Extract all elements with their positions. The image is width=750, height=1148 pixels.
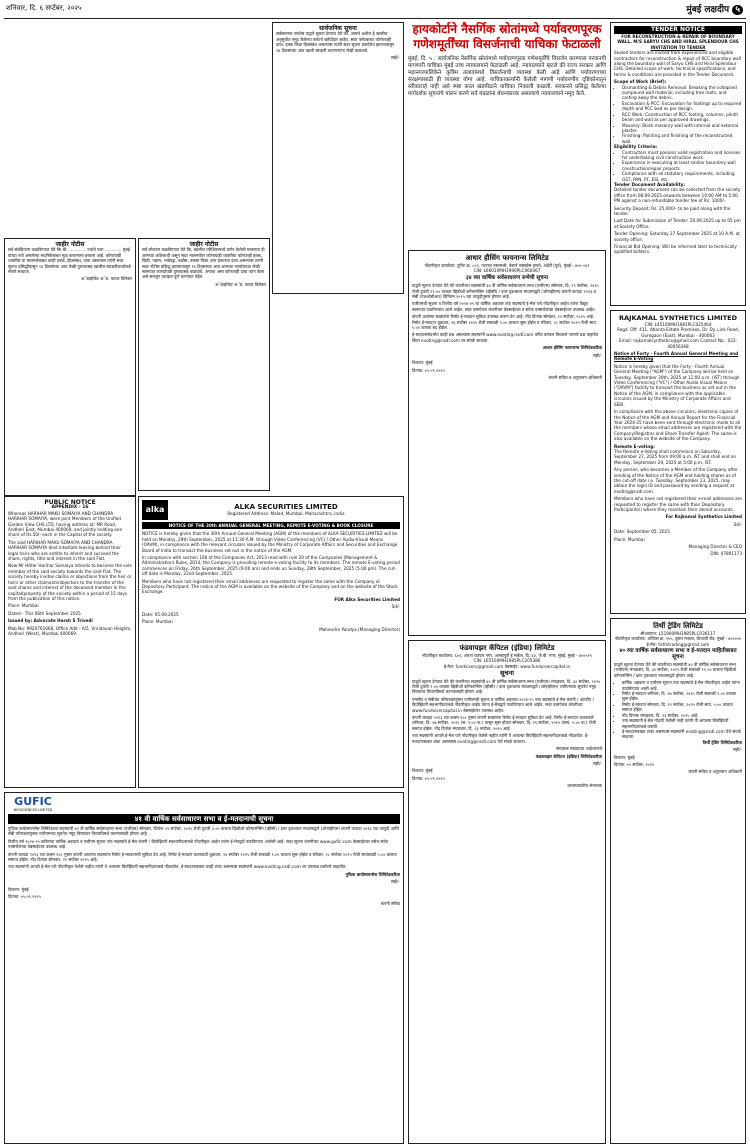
fundviser-cin: CIN: L65100MH1985PLC205386: [473, 658, 541, 664]
notice-1-body: सर्व संबंधितांना कळविण्यात येते कि श्री. ………… ज्यांचे पत्ता ………… मुंबई यांच्या नावे असलेल्या सदनिकेबाबत मूळ करारनामा हरवला आहे. कोणत्याही व्यक्तीस या मालमत्तेबाबत काही हक्क, हितसंबंध, दावा असल्यास त्यांनी सदर सूचना प्रसिद्धीपासून १४ दिवसांच्या आत लेखी पुराव्यासह खालील स्वाक्षरीकर्त्याकडे संपर्क साधावा.: [8, 247, 131, 275]
alka-body-3: Members who have not registered their email addresses are requested to register the same with the Company or Depository Participant. The notice of the AGM is available on the website of the Company and on the website of the Stock Exchange.: [142, 578, 398, 595]
tender-eligibility-item: • Compliance with all statutory requirements, including GST, PAN, PF, ESI, etc.: [622, 171, 742, 182]
rajkamal-signatory: Managing Director & CEO: [688, 544, 742, 550]
public-notice-subtitle: APPENDIX - 16: [51, 505, 89, 511]
alka-company: ALKA SECURITIES LIMITED: [234, 503, 338, 512]
notice-2: [138, 238, 270, 491]
tender-eligibility-item: • Contractors must possess valid registration and licenses for undertaking civil construction work.: [622, 150, 742, 161]
alka-body-1: NOTICE is hereby given that the 30th Annual General Meeting (AGM) of the members of ALKA SECURITIES LIMITED will be held on Monday, 29th September, 2025 at 11:30 A.M. through Video Conferencing (VC) / Other Audio-Visual Means (OAVM), in compliance with the relevant circulars issued by the Ministry of Corporate Affairs and Securities and Exchange Board of India to transact the business set out in the notice of the AGM.: [142, 531, 398, 553]
tirthi-list-item: • रिमोट ई-मतदान सोमवार, दि. २९ सप्टेंबर, २०२५ रोजी सायं. ५.०० वाजता समाप्त होईल.: [622, 702, 742, 713]
gufic-body-4: ज्या सदस्यांनी आपले ई-मेल पत्ते नोंदणीकृत केलेले नाहीत त्यांनी ते आपल्या डिपॉझिटरी सहभागीदाराकडे नोंदवावेत. ई-मतदानाबाबत काही शंका असल्यास सदस्यांनी www.evoting.nsdl.com वर उपलब्ध प्रश्नोत्तरे पाहावीत.: [8, 864, 347, 870]
gufic-notice: [4, 792, 404, 1144]
gufic-body-3: कंपनी कायदा २०१३ च्या कलम १०८ नुसार कंपनी आपल्या सदस्यांना रिमोट ई-मतदानाची सुविधा देत आहे. रिमोट ई-मतदान कालावधी शुक्रवार, २६ सप्टेंबर २०२५ रोजी सकाळी ९.०० वाजता सुरू होईल व रविवार, २८ सप्टेंबर २०२५ रोजी सायंकाळी ५.०० वाजता समाप्त होईल. नोंद दिनांक सोमवार, २२ सप्टेंबर २०२५ आहे.: [8, 851, 397, 863]
rajkamal-notice: [610, 310, 746, 614]
gufic-logo-text: GUFIC: [14, 795, 52, 808]
aadhar-place: ठिकाण: मुंबई: [412, 360, 433, 366]
notice-1-signature: अॅडव्होकेट अॅड. पाटक विलेकर: [81, 276, 132, 282]
rajkamal-email: Email: rajkamalsynthetics@gmail.com Contact No.: 022-40056368: [618, 338, 738, 349]
public-notice-address: Mob No: 9920761666, Office Add - A/5, Vrindavan Heights, Andheri (West), Mumbai 400069.: [8, 625, 132, 636]
alka-notice: [138, 496, 404, 788]
tirthi-place: ठिकाण: मुंबई: [614, 754, 635, 760]
tender-last-date: Last Date for Submission of Tender: 20.09.2025 up to 05 pm at Society Office.: [614, 218, 741, 229]
tender-scope-list: [614, 85, 742, 144]
tirthi-address: नोंदणीकृत कार्यालय: ऑफिस क्र. २०५, दुसरा मजला, शिवाजी रोड, मुंबई - ४०००२०: [614, 636, 742, 642]
tender-intro: Sealed tenders are invited from experienced and eligible contractors for reconstruction & repair of RCC boundary wall along the boundary wall of Saryu CHS and Hiral Splendour CHS. Detailed scope of work, technical specifications, and terms & conditions are provided in the Tender Document.: [614, 50, 741, 77]
page-date: शनिवार, दि. ६ सप्टेंबर, २०२५: [6, 4, 82, 12]
public-notice-title: PUBLIC NOTICE: [44, 499, 96, 506]
gufic-sign: सही/-: [390, 879, 400, 885]
fundviser-body-3: कंपनी कायदा २०१३ च्या कलम १०८ नुसार कंपनी सदस्यांना रिमोट ई-मतदान सुविधा देत आहे. रिमोट ई-मतदान कालावधी शनिवार, दि. २७ सप्टेंबर, २०२५ (स. ९.०० वा.) पासून सुरू होऊन सोमवार, दि. २९ सप्टेंबर, २०२५ (सायं. ५.०० वा.) रोजी समाप्त होईल. नोंद दिनांक मंगळवार, दि. २३ सप्टेंबर, २०२५ आहे.: [412, 715, 596, 731]
tender-opening: Tender Opening: Saturday 27 September 2025 at 10 A.M. at society office.: [614, 231, 740, 242]
tirthi-notice: [610, 618, 746, 1144]
alka-body-2: In compliance with section 108 of the Companies Act, 2013 read with rule 20 of the Companies (Management & Administration) Rules, 2014, the Company is providing remote e-voting facility to its members. The remote E-voting period commences on Friday, 26th September, 2025 (9.00 am) and ends on Sunday, 28th September, 2025 (5.00 pm). The cut-off date is Monday, 22nd September, 2025.: [142, 555, 400, 577]
main-article: [408, 22, 606, 247]
public-notice-place: Place: Mumbai: [8, 603, 39, 609]
public-notice-body-2: The said HARIHAR MAKU SOMAIYA AND CHANDRA HARIHAR SOMAIYA died intestate leaving behind their legal heirs who are entitle to inherit and succeed the share, rights, title and interest in the said Flat.: [8, 539, 121, 562]
public-notice-date: Dated - This 06th September 2025: [8, 610, 81, 616]
gufic-date: दिनांक: ०५.०९.२०२५: [8, 894, 41, 900]
notice-3-body: सर्वसामान्य जनतेस याद्वारे सूचना देण्यात येते की, आमचे अशील हे खालील अनुसूचीत नमूद केलेल्या फ्लॅटचे खरेदीदार आहेत. सदर फ्लॅटबाबत कोणाचाही दावा, हक्क किंवा हितसंबंध असल्यास त्यांनी सदर सूचना प्रकाशित झाल्यापासून १४ दिवसांच्या आत खाली स्वाक्षरी करणाऱ्यांना लेखी कळवावे.: [276, 31, 395, 53]
tirthi-list-item: • रिमोट ई-मतदान शनिवार, दि. २७ सप्टेंबर, २०२५ रोजी सकाळी ९.०० वाजता सुरू होईल.: [622, 691, 742, 702]
rajkamal-date: Date: September 05, 2025: [614, 529, 670, 535]
fundviser-for-company: फंडवायझर कॅपिटल (इंडिया) लिमिटेडकरिता: [535, 753, 602, 759]
tirthi-email: ई-मेल: tirthitrading@gmail.com: [646, 641, 710, 647]
tender-eligibility-title: Eligibility Criteria:: [614, 144, 658, 150]
public-notice-issuer: Issued by: Advocate Harsh S Trivedi: [8, 618, 93, 624]
tirthi-signatory: कंपनी सचिव व अनुपालन अधिकारी: [688, 769, 742, 775]
rajkamal-address: Regd. Off: 411, Atlanta Estate Premises, Dr. Dy. Link Road, Goregaon (East), Mumbai - 400063: [616, 327, 740, 338]
public-notice: [4, 496, 136, 788]
alka-place: Place: Mumbai: [142, 619, 173, 625]
gufic-header: [8, 796, 400, 812]
alka-header: [142, 500, 400, 520]
public-notice-body-3: Now Mr Hitter Harihar Somaiya intends to become the sole member of the said society towards the said Flat. The society hereby invites claims or objections from the heir or heirs or other claimants/objectors to the transfer of the said shares and interest of the deceased member in the capital/property of the society within a period of 15 days from the publication of this notice.: [8, 563, 132, 601]
tirthi-list-item: • वार्षिक अहवाल व एजीएम सूचना ज्या सदस्यांचे ई-मेल नोंदणीकृत आहेत त्यांना पाठविण्यात आली आहे.: [622, 680, 742, 691]
tender-doc: Detailed tender document can be collected from the society office from 08.09.2025 onwards between 10:00 AM to 5:00 PM against a non-refundable tender fee of Rs. 1000/-.: [614, 187, 741, 204]
public-notice-body-1: Whereas HARIHAR MAKU SOMAIYA AND CHANDRA HARIHAR SOMAIYA, were joint Members of the Unified Garden View CHS LTD, having address at: MR Road, Andheri East, Mumbai 400069, and jointly holding one share of Rs.50/- each in the Capital of the society.: [8, 510, 123, 538]
notice-1-title: जाहीर नोटीस: [55, 241, 85, 248]
tender-eligibility-list: [614, 150, 742, 182]
tender-doc-title: Tender Document Availability:: [614, 181, 685, 187]
notice-2-body: सर्व लोकांना कळविण्यात येते कि, खालील परिशिष्टामध्ये वर्णन केलेली मालमत्ता ही आमच्या अशिलाची असून सदर मालमत्तेवर कोणत्याही व्यक्तीचा कोणताही हक्क, विक्री, गहाण, भाडेपट्टा, बक्षीस, वारसा किंवा अन्य प्रकारचा दावा असल्यास त्यांनी सदर नोटीस प्रसिद्ध झाल्यापासून १४ दिवसांच्या आत आमच्या कार्यालयात लेखी स्वरूपात कागदोपत्री पुराव्यासह कळवावे. अन्यथा असा कोणताही दावा त्याग केला असे समजून व्यवहार पूर्ण करण्यात येईल.: [142, 247, 265, 280]
tender-invite: INVITATION TO TENDER: [650, 44, 706, 50]
alka-sign: Sd/-: [391, 604, 400, 610]
masthead: [655, 2, 743, 16]
alka-date: Date: 05.09.2025: [142, 611, 179, 617]
gufic-heading: ४१ वी वार्षिक सर्वसाधारण सभा व ई-मतदानाची सूचना: [8, 814, 400, 824]
tirthi-company: तिर्थी ट्रेडिंग लिमिटेड: [653, 622, 703, 630]
tirthi-date: दिनांक: ०५ सप्टेंबर, २०२५: [614, 761, 655, 767]
fundviser-email: ई-मेल: fundviserc@gmail.com वेबसाईट: www.fundvisercapital.in: [443, 663, 571, 669]
tender-scope-item: • Dismantling & Debris Removal: Breaking the collapsed compound wall material, including tree roots, and carting away the debris.: [622, 85, 742, 101]
fundviser-for-line: संचालक मंडळाच्या आदेशान्वये: [556, 746, 602, 752]
fundviser-body-1: याद्वारे सूचना देण्यात येते की कंपनीच्या सदस्यांची ४० वी वार्षिक सर्वसाधारण सभा (एजीएम) मंगळवार, दि. ३० सप्टेंबर, २०२५ रोजी दुपारी १.०० वाजता व्हिडीओ कॉन्फरन्सिंग (व्हीसी) / इतर दृकश्राव्य माध्यमाद्वारे (ओएव्हीएम) एजीएमच्या सूचनेत नमूद विषयांवर विचारविमर्श करण्यासाठी होणार आहे.: [412, 678, 601, 695]
fundviser-body-4: ज्या सदस्यांनी आपले ई-मेल पत्ते नोंदणीकृत केलेले नाहीत त्यांनी ते आपल्या डिपॉझिटरी सहभागीदाराकडे नोंदवावेत. ई-मतदानाबाबत शंका असल्यास evoting@nsdl.com येथे संपर्क साधावा.: [412, 733, 589, 744]
aadhar-body-1: याद्वारे सूचना देण्यात येते की कंपनीच्या सदस्यांची ३४ वी वार्षिक सर्वसाधारण सभा (एजीएम) सोमवार, दि. २९ सप्टेंबर, २०२५ रोजी दुपारी १२.०० वाजता व्हिडीओ कॉन्फरन्सिंग (व्हीसी) / इतर दृकश्राव्य माध्यमाद्वारे (ओएव्हीएम) कंपनी कायदा २०१३ व सेबी (एलओडीआर) विनियम २०१५ च्या तरतुदीनुसार होणार आहे.: [412, 283, 599, 300]
fundviser-company: फंडवायझर कॅपिटल (इंडिया) लिमिटेड: [459, 644, 555, 652]
rajkamal-company: RAJKAMAL SYNTHETICS LIMITED: [619, 314, 737, 322]
article-headline: हायकोर्टाने नैसर्गिक स्रोतांमध्ये पर्यावरणपूरक गणेशमूर्तींच्या विसर्जनाची याचिका फेटाळली: [412, 22, 602, 51]
aadhar-company: आधार हौसिंग फायनान्स लिमिटेड: [465, 254, 549, 262]
gufic-logo-sub: BIOSCIENCES LIMITED: [13, 808, 53, 812]
notice-2-title: जाहीर नोटीस: [189, 241, 219, 248]
masthead-title: मुंबई लक्षदीप: [686, 5, 730, 15]
aadhar-for-line: आधार हौसिंग फायनान्स लिमिटेडकरिता: [542, 345, 602, 351]
aadhar-body-4: ई-मतदानासंदर्भात काही प्रश्न असल्यास सदस्यांनी www.evoting.nsdl.com वरील वारंवार विचारले जाणारे प्रश्न पाहावेत किंवा evoting@nsdl.com वर संपर्क साधावा.: [412, 332, 599, 343]
fundviser-signatory: व्यवस्थापकीय संचालक: [567, 783, 602, 789]
aadhar-heading: ३४ व्या वार्षिक सर्वसाधारण सभेची सूचना: [465, 274, 549, 281]
aadhar-body-2: एजीएमची सूचना व वित्तीय वर्ष २०२४-२५ चा वार्षिक अहवाल ज्या सदस्यांचे ई-मेल पत्ते नोंदणीकृत आहेत त्यांना विद्युत स्वरूपात पाठविण्यात आले आहेत. सदर दस्तऐवज कंपनीच्या वेबसाईटवर व स्टॉक एक्सचेंजच्या वेबसाईटवर उपलब्ध आहेत.: [412, 301, 596, 312]
aadhar-date: दिनांक: ०५.०९.२०२५: [412, 367, 445, 373]
tirthi-list-item: • ई-मतदानाबाबत शंका असल्यास सदस्यांनी evoting@nsdl.com येथे संपर्क साधावा.: [622, 729, 742, 740]
gufic-signatory: कंपनी सचिव: [380, 901, 400, 907]
tirthi-body-1: याद्वारे सूचना देण्यात येते की कंपनीच्या सदस्यांची ४० वी वार्षिक सर्वसाधारण सभा (एजीएम) मंगळवार, दि. ३० सप्टेंबर, २०२५ रोजी सकाळी ११.०० वाजता व्हिडीओ कॉन्फरन्सिंग / इतर दृकश्राव्य माध्यमाद्वारे होणार आहे.: [614, 662, 737, 678]
fundviser-sign: सही/-: [592, 760, 602, 766]
rajkamal-cin: CIN: L45100MH1981PLC025464: [644, 322, 712, 327]
tirthi-list-item: • नोंद दिनांक मंगळवार, दि. २३ सप्टेंबर, २०२५ आहे.: [622, 713, 742, 718]
rajkamal-evoting-1: The Remote e-Voting shall commence on Saturday, September 27, 2025 from 09:00 a.m. IST and shall end on Monday, September 29, 2025 at 5:00 p.m. IST.: [614, 448, 737, 465]
alka-signatory: Mahendra Pandya (Managing Director): [319, 626, 400, 632]
notice-1: [4, 238, 136, 496]
rajkamal-body-1: Notice is hereby given that the Forty - Fourth Annual General Meeting ("AGM") of the Company will be held on Tuesday, September 30th, 2025 at 11:00 a.m. (IST) through Video Conferencing ("VC") / Other Audio Visual Means ("OAVM") facility to transact the business as set out in the Notice of the AGM, in compliance with the applicable circulars issued by the Ministry of Corporate Affairs and SEBI.: [614, 363, 740, 407]
tender-eligibility-item: • Experience in executing at least similar boundary wall construction/repair projects.: [622, 160, 742, 171]
tirthi-list-item: • ज्या सदस्यांनी ई-मेल नोंदणी केलेली नाही त्यांनी ती आपल्या डिपॉझिटरी सहभागीदाराकडे करावी.: [622, 718, 742, 729]
tender-banner: TENDER NOTICE: [614, 26, 742, 34]
rajkamal-din: DIN: 07891173: [710, 551, 742, 557]
tirthi-list: [614, 680, 742, 739]
tirthi-sign: सही/-: [732, 747, 742, 753]
article-body: मुंबई, दि. ५ : सार्वजनिक नैसर्गिक स्रोतांमध्ये पर्यावरणपूरक गणेशमूर्तींचे विसर्जन करण्यास परवानगी मागणारी याचिका मुंबई उच्च न्यायालयाने फेटाळली आहे. न्यायालयाने म्हटले की राज्य सरकार आणि महानगरपालिकेने कृत्रिम तलावांमध्ये विसर्जनाची व्यवस्था केली आहे आणि पर्यावरणाच्या संरक्षणासाठी ही व्यवस्था योग्य आहे. याचिकाकर्त्यांनी केलेली मागणी पर्यावरणीय दृष्टिकोनातून स्वीकारार्ह नाही असे स्पष्ट करत खंडपीठाने याचिका निकाली काढली. सरकारने प्रसिद्ध केलेल्या मार्गदर्शक सूचनांचे पालन करणे सर्व मंडळांना बंधनकारक असल्याचे न्यायालयाने नमूद केले.: [408, 56, 606, 97]
tender-scope-item: • Excavation & PCC: Excavation for footings up to required depth and PCC bed as per design.: [622, 101, 742, 112]
gufic-body-1: गुफिक बायोसायन्सेस लिमिटेडच्या सदस्यांची ४१ वी वार्षिक सर्वसाधारण सभा (एजीएम) सोमवार, दिनांक २९ सप्टेंबर, २०२५ रोजी दुपारी ३.०० वाजता व्हिडीओ कॉन्फरन्सिंग (व्हीसी) / इतर दृकश्राव्य माध्यमाद्वारे (ओएव्हीएम) कंपनी कायदा २०१३ च्या तरतुदी आणि सेबी परिपत्रकांनुसार एजीएमच्या सूचनेत नमूद विषयांवर विचारविमर्श करण्यासाठी होणार आहे.: [8, 826, 399, 837]
fundviser-place: ठिकाण: मुंबई: [412, 768, 433, 774]
tender-scope-item: • Masonry: Block masonry wall with internal and external plaster.: [622, 123, 742, 134]
fundviser-date: दिनांक: ०५.०९.२०२५: [412, 775, 445, 781]
rajkamal-evoting-3: Members who have not registered their e-mail addresses are requested to register the same with their Depository Participant(s) where they maintain their demat accounts.: [614, 496, 742, 512]
fundviser-body-2: एमसीए व सेबीच्या परिपत्रकांनुसार एजीएमची सूचना व वार्षिक अहवाल २०२४-२५ ज्या सदस्यांचे ई-मेल कंपनी / आरटीए / डिपॉझिटरी सहभागीदाराकडे नोंदणीकृत आहेत त्यांना ई-मेलद्वारे पाठविण्यात आले आहेत. सदर दस्तऐवज कंपनीच्या www.fundvisercapital.in वेबसाईटवर उपलब्ध आहेत.: [412, 696, 594, 713]
rajkamal-evoting-2: Any person, who becomes a Member of the Company after sending of the Notice of the AGM and holding shares as of the cut-off date i.e. Tuesday, September 23, 2025, may obtain the login ID and password by sending a request at evoting@nsdl.com.: [614, 467, 738, 494]
fundviser-notice: [408, 640, 606, 1144]
fundviser-heading: सूचना: [500, 669, 514, 678]
alka-banner: NOTICE OF THE 30th ANNUAL GENERAL MEETING, REMOTE E-VOTING & BOOK CLOSURE: [142, 522, 400, 529]
page-number: ५: [732, 5, 743, 15]
notice-3-title: सार्वजनिक सूचना: [319, 25, 357, 32]
gufic-body-2: वित्तीय वर्ष २०२४-२५ करिताचा वार्षिक अहवाल व एजीएम सूचना ज्या सदस्यांचे ई-मेल कंपनी / डिपॉझिटरी सहभागीदाराकडे नोंदणीकृत आहेत त्यांना ई-मेलद्वारे पाठविण्यात आलेली आहे. सदर सूचना कंपनीच्या www.gufic.com वेबसाईटवर तसेच स्टॉक एक्सचेंजच्या वेबसाईटवर उपलब्ध आहे.: [8, 838, 389, 850]
gufic-logo: [8, 796, 58, 812]
gufic-for-line: गुफिक बायोसायन्सेस लिमिटेडकरिता: [345, 871, 400, 877]
notice-3: [272, 22, 404, 294]
rajkamal-for-line: For Rajkamal Synthetics Limited: [665, 514, 742, 520]
tender-scope-title: Scope of Work (Brief):: [614, 79, 667, 85]
notice-3-signature: सही/-: [390, 55, 400, 61]
tirthi-heading: ४० व्या वार्षिक सर्वसाधारण सभा व ई-मतदान माहितीबाबत सूचना: [619, 648, 737, 660]
tender-scope-item: • RCC Work: Construction of RCC footing, columns, plinth beam and wall as per approved drawings.: [622, 112, 742, 123]
tender-subtitle: FOR RECONSTRUCTION & REPAIR OF BOUNDARY WALL, M/S SARYU CHS AND HIRAL SPLENDOUR CHS: [617, 34, 739, 45]
aadhar-body-3: कंपनी आपल्या सदस्यांना रिमोट ई-मतदान सुविधा उपलब्ध करून देत आहे. नोंद दिनांक सोमवार, २२ सप्टेंबर, २०२५ आहे. रिमोट ई-मतदान शुक्रवार, २६ सप्टेंबर २०२५ रोजी सकाळी ९.०० वाजता सुरू होईल व रविवार, २८ सप्टेंबर २०२५ रोजी सायं. ५.०० वाजता बंद होईल.: [412, 314, 598, 331]
rajkamal-evoting-title: Remote E-voting:: [614, 443, 655, 449]
alka-logo: alka: [142, 500, 168, 520]
aadhar-cin: CIN: L66010MH1990PLC060067: [473, 268, 541, 274]
tirthi-for-line: तिर्थी ट्रेडिंग लिमिटेडकरिता: [702, 739, 742, 745]
rajkamal-body-2: In compliance with the above circulars, electronic copies of the Notice of the AGM and Annual Report for the Financial Year 2024-25 have been sent through electronic mode to all the members whose email addresses are registered with the Company/Registrar and Share Transfer Agent. The same is also available on the website of the Company.: [614, 409, 742, 442]
rajkamal-sign: Sd/-: [733, 521, 742, 527]
rajkamal-place: Place: Mumbai: [614, 536, 645, 542]
notice-2-signature: अॅडव्होकेट अॅड. पाटक विलेकर: [215, 281, 266, 287]
header-divider: [4, 18, 746, 19]
alka-for-line: FOR Alka Securities Limited: [334, 596, 400, 602]
tender-deposit: Security Deposit: Rs. 25,000/- to be paid along with the tender.: [614, 205, 731, 216]
aadhar-signatory: कंपनी सचिव व अनुपालन अधिकारी: [548, 374, 602, 380]
gufic-place: ठिकाण: मुंबई: [8, 886, 29, 892]
rajkamal-heading: Notice of Forty - Fourth Annual General Meeting and Remote E-Voting: [614, 351, 739, 362]
tender-notice: [610, 22, 746, 306]
aadhar-notice: [408, 250, 606, 636]
tender-note: Financial Bid Opening: Will be informed later to technically qualified bidders.: [614, 244, 737, 255]
aadhar-sign: सही/-: [592, 352, 602, 358]
fundviser-address: नोंदणीकृत कार्यालय: ६०१, अपना व्यापार नगर, अल्कापुरी ई सर्कल, दि. ४३, जे.बी. नगर, मुंबई, मुंबई - ४०००१९: [422, 653, 592, 658]
tender-scope-item: • Finishing: Painting and finishing of the reconstructed wall.: [622, 133, 742, 144]
alka-address: Registered Address: Malad, Mumbai, Maharashtra, India: [227, 511, 345, 517]
tirthi-cin: सीआयएन: L51900MH1985PLC036117: [640, 631, 716, 636]
aadhar-address: नोंदणीकृत कार्यालय: युनिट क्र. ८०२, नटराज रुस्तमजी, वेस्टर्न एक्सप्रेस हायवे, अंधेरी (पूर्व), मुंबई - ४०० ०६९: [424, 263, 590, 268]
